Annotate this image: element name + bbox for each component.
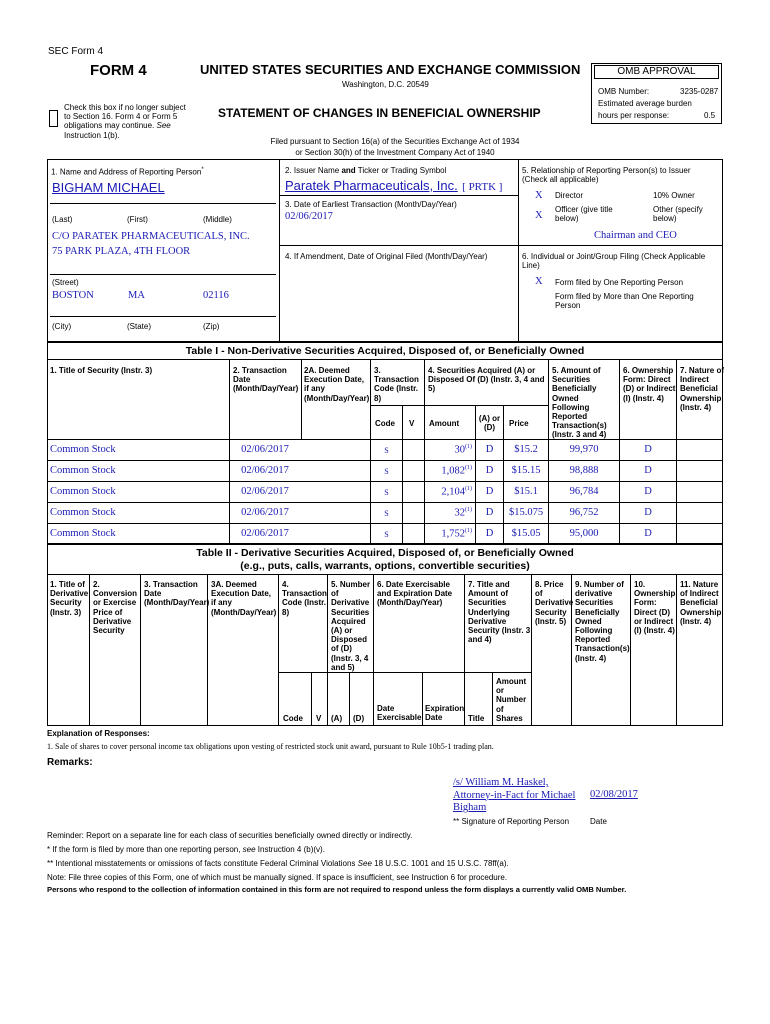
transaction-date: 02/06/2017 [241, 444, 289, 455]
t1-h5: 5. Amount of Securities Beneficially Owned Following Reported Transaction(s) (Instr. 3 and 4) [552, 366, 607, 440]
omb-title: OMB APPROVAL [594, 65, 719, 79]
footnote-star-1: * If the form is filed by more than one reporting person, see Instruction 4 (b)(v). [47, 845, 325, 854]
address-line-1: C/O PARATEK PHARMACEUTICALS, INC. [52, 231, 250, 242]
ticker: [ PRTK ] [462, 181, 503, 193]
box2-label: 2. Issuer Name and Ticker or Trading Symbol [285, 166, 447, 175]
amount-owned: 96,784 [569, 486, 599, 497]
sec-form-label: SEC Form 4 [48, 46, 104, 57]
form-title: FORM 4 [90, 62, 147, 79]
transaction-code: S [384, 446, 389, 455]
ownership-form: D [644, 486, 652, 497]
footnote-ref: (1) [465, 486, 472, 492]
security-title: Common Stock [50, 465, 116, 476]
ten-percent-owner-label: 10% Owner [653, 191, 695, 200]
transaction-code: S [384, 509, 389, 518]
amount: 1,752$^{(1)}$ [441, 528, 472, 540]
transaction-date: 02/06/2017 [241, 507, 289, 518]
first-label: (First) [127, 215, 148, 224]
acquired-disposed: D [485, 486, 494, 497]
reminder: Reminder: Report on a separate line for each class of securities beneficially owned directly or indirectly. [47, 831, 413, 840]
amount-owned: 95,000 [569, 528, 599, 539]
acquired-disposed: D [485, 528, 494, 539]
t2-h6: 6. Date Exercisable and Expiration Date (Month/Day/Year) [377, 580, 453, 608]
remarks-label: Remarks: [47, 757, 93, 768]
t2-date-ex: Date Exercisable [377, 704, 422, 723]
state-value: MA [128, 290, 145, 301]
table-2-title-2: (e.g., puts, calls, warrants, options, convertible securities) [240, 560, 530, 572]
price: $15.1 [514, 486, 538, 497]
t2-h11: 11. Nature of Indirect Beneficial Ownership (Instr. 4) [680, 580, 722, 626]
transaction-code: S [384, 467, 389, 476]
statement-title: STATEMENT OF CHANGES IN BENEFICIAL OWNERSHIP [218, 106, 541, 120]
t1-h4: 4. Securities Acquired (A) or Disposed Of (D) (Instr. 3, 4 and 5) [428, 366, 545, 394]
t1-aord: (A) or (D) [478, 414, 501, 433]
price: $15.15 [511, 465, 541, 476]
ownership-form: D [644, 507, 652, 518]
filed-pursuant-2: or Section 30(h) of the Investment Company Act of 1940 [295, 148, 495, 157]
officer-check[interactable]: X [535, 210, 543, 221]
t2-code: Code [283, 714, 303, 723]
t2-h8: 8. Price of Derivative Security (Instr. 5) [535, 580, 574, 626]
footnote-ref: (1) [465, 507, 472, 513]
t2-h1: 1. Title of Derivative Security (Instr. 3) [50, 580, 89, 617]
location: Washington, D.C. 20549 [342, 80, 429, 89]
no-longer-subject-checkbox[interactable] [49, 110, 58, 127]
acquired-disposed: D [485, 507, 494, 518]
earliest-transaction-date: 02/06/2017 [285, 211, 333, 222]
omb-burden-label: Estimated average burden [598, 99, 692, 108]
one-person-check[interactable]: X [535, 276, 543, 287]
t2-v: V [316, 714, 322, 723]
t1-h2a: 2A. Deemed Execution Date, if any (Month/Day/Year) [304, 366, 370, 403]
footnote-ref: (1) [465, 528, 472, 534]
acquired-disposed: D [485, 465, 494, 476]
officer-title: Chairman and CEO [594, 230, 677, 241]
amount: 2,104$^{(1)}$ [441, 486, 472, 498]
state-label: (State) [127, 322, 152, 331]
address-line-2: 75 PARK PLAZA, 4TH FLOOR [52, 246, 191, 257]
amount-owned: 98,888 [569, 465, 599, 476]
t1-h2: 2. Transaction Date (Month/Day/Year) [233, 366, 299, 394]
amount: 30$^{(1)}$ [454, 444, 472, 456]
t1-amount: Amount [429, 419, 460, 428]
security-title: Common Stock [50, 528, 116, 539]
price: $15.2 [514, 444, 538, 455]
signature-label: ** Signature of Reporting Person [453, 817, 570, 826]
t2-h3a: 3A. Deemed Execution Date, if any (Month/Day/Year) [211, 580, 277, 617]
more-persons-label: Form filed by More than One Reporting Person [555, 292, 694, 311]
transaction-code: S [384, 488, 389, 497]
t2-d: (D) [353, 714, 365, 723]
box6-label: 6. Individual or Joint/Group Filing (Check Applicable Line) [522, 252, 706, 271]
omb-number: 3235-0287 [680, 87, 719, 96]
acquired-disposed: D [485, 444, 494, 455]
omb-notice: Persons who respond to the collection of information contained in this form are not required to respond unless the form displays a currently valid OMB Number. [47, 885, 627, 894]
issuer-line [285, 177, 502, 195]
t2-h4: 4. Transaction Code (Instr. 8) [282, 580, 327, 617]
explanation-label: Explanation of Responses: [47, 729, 150, 738]
t2-h7: 7. Title and Amount of Securities Underlying Derivative Security (Instr. 3 and 4) [468, 580, 531, 645]
amount-owned: 96,752 [569, 507, 599, 518]
price: $15.075 [508, 507, 544, 518]
footnote-1: 1. Sale of shares to cover personal income tax obligations upon vesting of restricted stock unit award, pursuant to Rule 10b5-1 trading plan. [47, 742, 494, 751]
price: $15.05 [511, 528, 541, 539]
omb-hours: 0.5 [704, 111, 716, 120]
reporting-person-name[interactable]: BIGHAM MICHAEL [52, 180, 165, 195]
security-title: Common Stock [50, 507, 116, 518]
t2-exp: Expiration Date [425, 704, 465, 723]
ownership-form: D [644, 444, 652, 455]
security-title: Common Stock [50, 486, 116, 497]
t1-h3: 3. Transaction Code (Instr. 8) [374, 366, 419, 403]
t1-price: Price [509, 419, 529, 428]
city-value: BOSTON [52, 290, 94, 301]
t2-h9: 9. Number of derivative Securities Beneficially Owned Following Reported Transaction(s) (Instr. 4) [575, 580, 630, 663]
omb-hours-label: hours per response: [598, 111, 670, 120]
commission-title: UNITED STATES SECURITIES AND EXCHANGE COMMISSION [200, 62, 581, 77]
t2-h2: 2. Conversion or Exercise Price of Derivative Security [93, 580, 138, 635]
security-title: Common Stock [50, 444, 116, 455]
t2-a: (A) [331, 714, 343, 723]
t2-h10: 10. Ownership Form: Direct (D) or Indirect (I) (Instr. 4) [634, 580, 676, 635]
checkbox-label: Check this box if no longer subject to Section 16. Form 4 or Form 5 obligations may continue. See Instruction 1(b). [64, 103, 186, 140]
filed-pursuant-1: Filed pursuant to Section 16(a) of the Securities Exchange Act of 1934 [270, 137, 520, 146]
t2-h3: 3. Transaction Date (Month/Day/Year) [144, 580, 210, 608]
signature: /s/ William M. Haskel, Attorney-in-Fact for Michael Bigham [453, 777, 576, 813]
box3-label: 3. Date of Earliest Transaction (Month/Day/Year) [285, 200, 457, 209]
officer-label: Officer (give title below) [555, 205, 613, 224]
one-person-label: Form filed by One Reporting Person [555, 278, 684, 287]
transaction-date: 02/06/2017 [241, 465, 289, 476]
t1-v: V [409, 419, 415, 428]
director-label: Director [555, 191, 584, 200]
amount: 32$^{(1)}$ [454, 507, 472, 519]
t1-h6: 6. Ownership Form: Direct (D) or Indirect (I) (Instr. 4) [623, 366, 676, 403]
ownership-form: D [644, 465, 652, 476]
zip-label: (Zip) [203, 322, 220, 331]
other-label: Other (specify below) [653, 205, 703, 224]
t2-amount-shares: Amount or Number of Shares [496, 677, 527, 723]
t1-h7: 7. Nature of Indirect Beneficial Ownership (Instr. 4) [680, 366, 725, 412]
director-check[interactable]: X [535, 190, 543, 201]
amount-owned: 99,970 [569, 444, 599, 455]
t2-title: Title [468, 714, 485, 723]
city-label: (City) [52, 322, 72, 331]
t1-code: Code [375, 419, 395, 428]
last-label: (Last) [52, 215, 73, 224]
issuer-name[interactable]: Paratek Pharmaceuticals, Inc. [285, 178, 458, 193]
t1-h1: 1. Title of Security (Instr. 3) [50, 366, 153, 375]
note: Note: File three copies of this Form, one of which must be manually signed. If space is insufficient, see Instruction 6 for procedure. [47, 873, 508, 882]
table-2-title-1: Table II - Derivative Securities Acquired, Disposed of, or Beneficially Owned [196, 547, 574, 559]
box5-label: 5. Relationship of Reporting Person(s) to Issuer (Check all applicable) [522, 166, 691, 185]
footnote-star-2: ** Intentional misstatements or omissions of facts constitute Federal Criminal Violations See 18 U.S.C. 1001 and 15 U.S.C. 78ff(a). [47, 859, 509, 868]
omb-number-label: OMB Number: [598, 87, 650, 96]
box4-label: 4. If Amendment, Date of Original Filed (Month/Day/Year) [285, 252, 488, 261]
footnote-ref: (1) [465, 444, 472, 450]
ownership-form: D [644, 528, 652, 539]
box1-label: 1. Name and Address of Reporting Person* [51, 167, 204, 177]
footnote-ref: (1) [465, 465, 472, 471]
amount: 1,082$^{(1)}$ [441, 465, 472, 477]
middle-label: (Middle) [203, 215, 232, 224]
table-1-title: Table I - Non-Derivative Securities Acquired, Disposed of, or Beneficially Owned [185, 345, 585, 357]
signature-date: 02/08/2017 [590, 789, 638, 800]
street-label: (Street) [52, 278, 79, 287]
transaction-date: 02/06/2017 [241, 528, 289, 539]
transaction-date: 02/06/2017 [241, 486, 289, 497]
transaction-code: S [384, 530, 389, 539]
date-label: Date [590, 817, 607, 826]
t2-h5: 5. Number of Derivative Securities Acquired (A) or Disposed of (D) (Instr. 3, 4 and 5) [331, 580, 371, 672]
zip-value: 02116 [203, 290, 229, 301]
